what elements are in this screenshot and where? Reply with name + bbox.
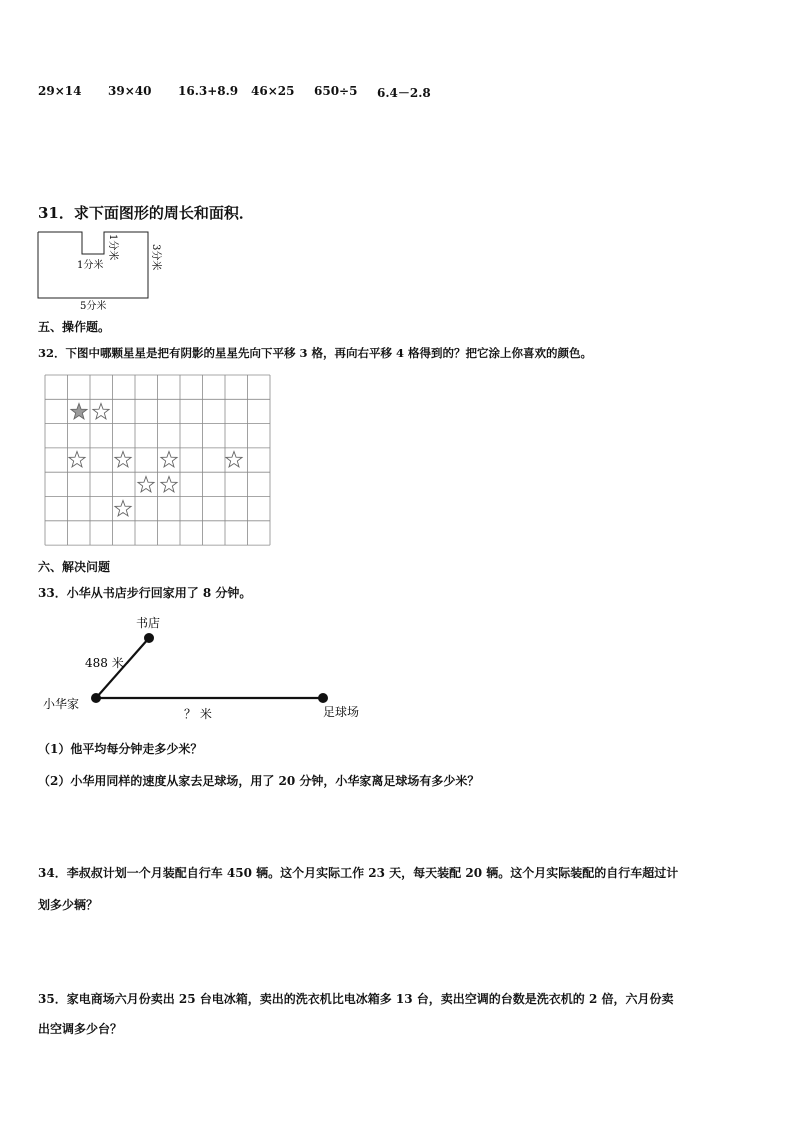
- label-width: 5分米: [80, 301, 107, 312]
- question-35-line-2: 出空调多少台？: [38, 1022, 123, 1036]
- shaded-star-icon: [71, 404, 87, 419]
- star-icon: [93, 404, 109, 419]
- label-field: 足球场: [323, 705, 360, 719]
- label-notch-width: 1分米: [77, 260, 104, 271]
- route-diagram: [38, 612, 378, 724]
- home-point: [91, 693, 101, 703]
- star-icon: [115, 452, 131, 467]
- label-home: 小华家: [43, 697, 80, 711]
- label-distance-bookstore: 488 米: [85, 656, 124, 670]
- calc-item-6: 6.4－2.8: [377, 86, 431, 100]
- label-bookstore: 书店: [136, 616, 161, 630]
- calc-item-4: 46×25: [251, 84, 295, 98]
- bookstore-point: [144, 633, 154, 643]
- question-35-line-1: 35．家电商场六月份卖出 25 台电冰箱，卖出的洗衣机比电冰箱多 13 台，卖出空调的台数是洗衣机的 2 倍，六月份卖: [38, 992, 674, 1006]
- star-icon: [161, 477, 177, 492]
- question-34-line-2: 划多少辆？: [38, 898, 99, 912]
- calc-item-2: 39×40: [108, 84, 152, 98]
- star-icon: [69, 452, 85, 467]
- label-distance-field: ？ 米: [184, 707, 212, 721]
- label-notch-depth: 1分米: [107, 234, 118, 261]
- question-31-text: 31．求下面图形的周长和面积．: [38, 204, 254, 222]
- star-icon: [161, 452, 177, 467]
- star-icon: [226, 452, 242, 467]
- star-icon: [115, 501, 131, 516]
- star-grid: [44, 374, 272, 546]
- notched-rectangle-figure: [30, 226, 180, 314]
- question-33-sub-2: （2）小华用同样的速度从家去足球场，用了 20 分钟，小华家离足球场有多少米？: [38, 774, 480, 788]
- star-icon: [138, 477, 154, 492]
- section-5-heading: 五、操作题。: [38, 320, 111, 334]
- question-33-text: 33．小华从书店步行回家用了 8 分钟。: [38, 586, 252, 600]
- field-point: [318, 693, 328, 703]
- calc-item-3: 16.3+8.9: [178, 84, 239, 98]
- question-32-text: 32．下图中哪颗星星是把有阴影的星星先向下平移 3 格，再向右平移 4 格得到的？把它涂上你喜欢的颜色。: [38, 346, 593, 360]
- label-height: 3分米: [150, 244, 161, 271]
- question-33-sub-1: （1）他平均每分钟走多少米？: [38, 742, 203, 756]
- calc-item-5: 650÷5: [314, 84, 358, 98]
- question-34-line-1: 34．李叔叔计划一个月装配自行车 450 辆。这个月实际工作 23 天，每天装配 20 辆。这个月实际装配的自行车超过计: [38, 866, 679, 880]
- calc-item-1: 29×14: [38, 84, 82, 98]
- section-6-heading: 六、解决问题: [38, 560, 111, 574]
